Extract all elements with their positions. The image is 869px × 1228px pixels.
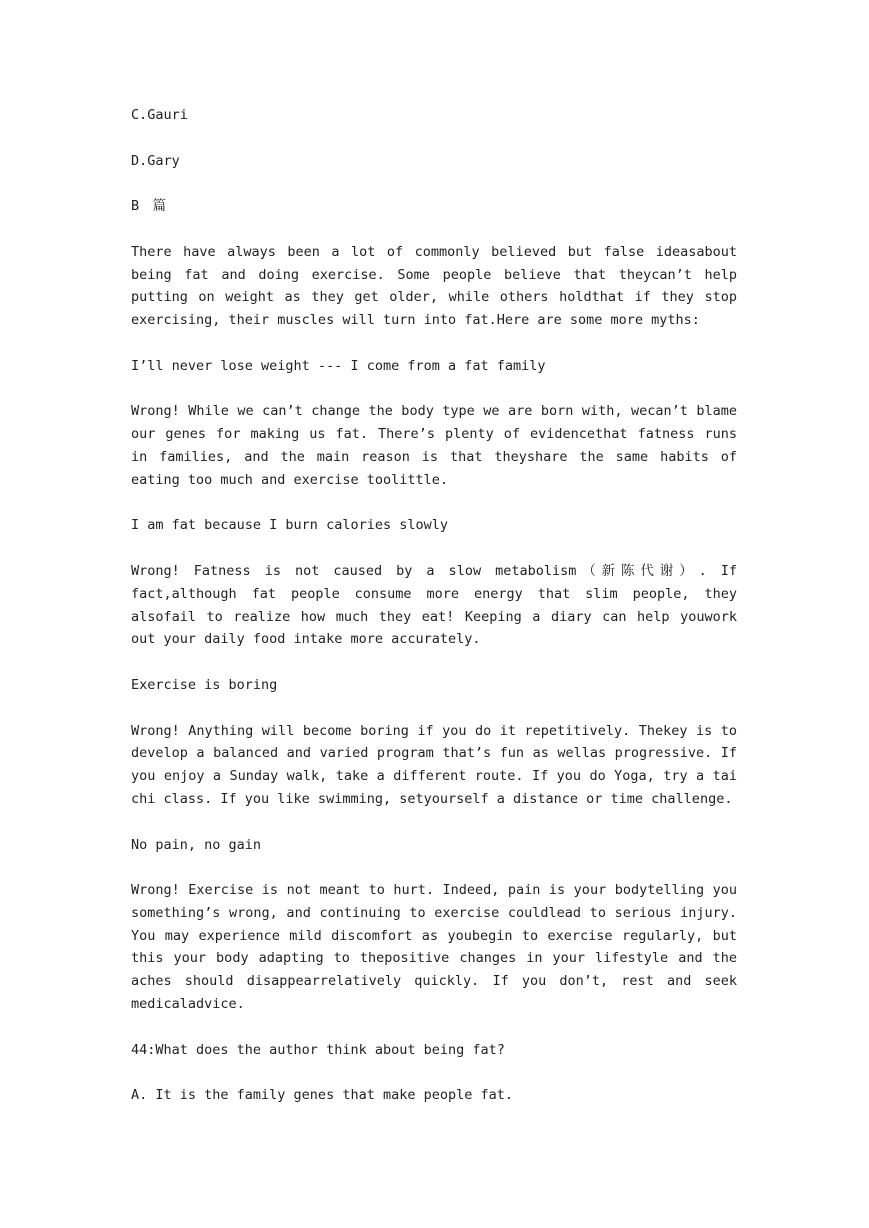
myth-heading: I am fat because I burn calories slowly xyxy=(131,517,448,534)
myth-heading: No pain, no gain xyxy=(131,836,262,853)
passage-intro: There have always been a lot of commonly believed but false ideasabout being fat and doing exercise. Some people believe that theycan’t help putting on weight as they get older, while others holdthat if they stop exercising, their muscles will turn into fat.Here are some more myths: xyxy=(131,243,737,329)
option-c: C.Gauri xyxy=(131,107,188,123)
myth-heading: Exercise is boring xyxy=(131,676,278,693)
section-label: B 篇 xyxy=(131,198,167,215)
myth-heading: I’ll never lose weight --- I come from a fat family xyxy=(131,357,546,374)
myth-body: Wrong! Fatness is not caused by a slow metabolism（新陈代谢）. If fact,although fat people consume more energy that slim people, they alsofail to realize how much they eat! Keeping a diary can help youwork out your daily food intake more accurately. xyxy=(131,562,737,648)
question-option-a: A. It is the family genes that make people fat. xyxy=(131,1087,514,1104)
myth-body: Wrong! While we can’t change the body type we are born with, wecan’t blame our genes for making us fat. There’s plenty of evidencethat fatness runs in families, and the main reason is that theyshare the same habits of eating too much and exercise toolittle. xyxy=(131,403,737,488)
option-d: D.Gary xyxy=(131,152,180,169)
myth-body: Wrong! Anything will become boring if you do it repetitively. Thekey is to develop a balanced and varied program that’s fun as wellas progressive. If you enjoy a Sunday walk, take a different route. If you do Yoga, try a tai chi class. If you like swimming, setyourself a distance or time challenge. xyxy=(131,722,737,807)
question-stem: 44:What does the author think about being fat? xyxy=(131,1041,505,1058)
document-content xyxy=(131,104,737,1130)
myth-body: Wrong! Exercise is not meant to hurt. Indeed, pain is your bodytelling you something’s wrong, and continuing to exercise couldlead to serious injury. You may experience mild discomfort as youbegin to exercise regularly, but this your body adapting to thepositive changes in your lifestyle and the aches should disappearrelatively quickly. If you don’t, rest and seek medicaladvice. xyxy=(131,882,737,1013)
